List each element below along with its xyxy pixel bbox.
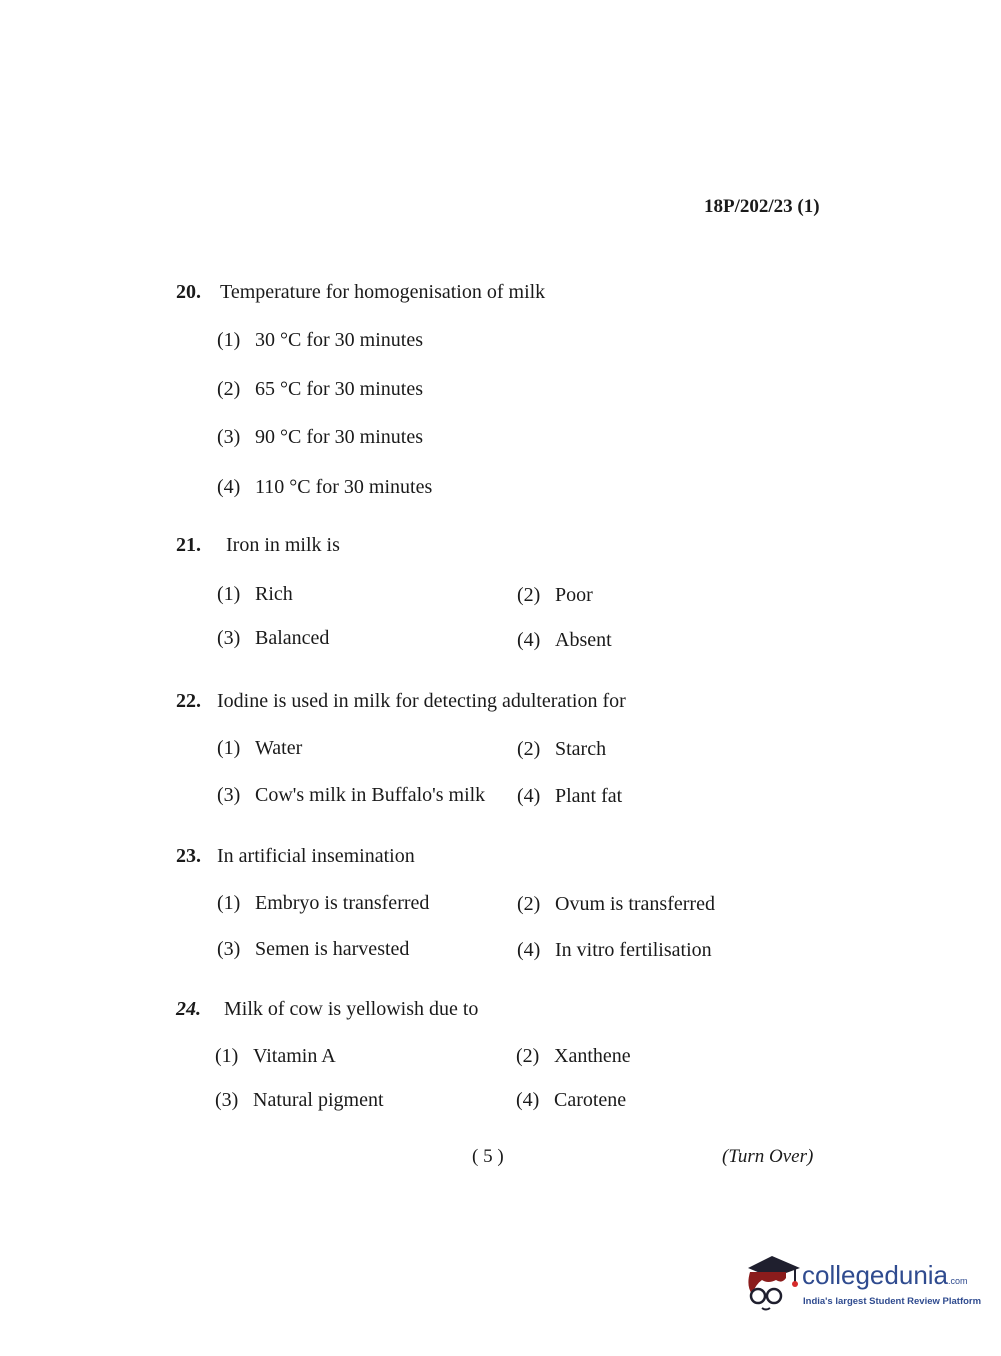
option-number: (4) bbox=[217, 476, 241, 498]
option-number: (3) bbox=[215, 1089, 239, 1111]
option-number: (1) bbox=[217, 737, 241, 759]
option bbox=[217, 784, 485, 807]
option bbox=[517, 738, 606, 761]
option bbox=[217, 892, 429, 915]
option-number: (1) bbox=[215, 1045, 239, 1067]
option-text: Semen is harvested bbox=[255, 938, 410, 960]
option-number: (4) bbox=[517, 629, 541, 651]
mascot-icon bbox=[742, 1250, 802, 1314]
option bbox=[517, 629, 612, 652]
option-number: (4) bbox=[517, 939, 541, 961]
option-text: Carotene bbox=[554, 1089, 627, 1111]
question-number: 23. bbox=[176, 845, 201, 867]
option-number: (1) bbox=[217, 583, 241, 605]
question-text: Milk of cow is yellowish due to bbox=[224, 998, 479, 1020]
option bbox=[217, 737, 302, 760]
watermark-tagline: India's largest Student Review Platform bbox=[803, 1296, 982, 1307]
option-text: Water bbox=[255, 737, 303, 759]
option-text: Absent bbox=[555, 629, 612, 651]
option-number: (2) bbox=[517, 738, 541, 760]
option bbox=[217, 938, 409, 961]
option bbox=[217, 627, 329, 650]
question-text: Iron in milk is bbox=[226, 534, 340, 556]
turn-over-note: (Turn Over) bbox=[722, 1146, 814, 1167]
option-number: (4) bbox=[516, 1089, 540, 1111]
option bbox=[517, 584, 593, 607]
option-text: Cow's milk in Buffalo's milk bbox=[255, 784, 486, 806]
option-text: 90 °C for 30 minutes bbox=[255, 426, 423, 448]
option-number: (3) bbox=[217, 426, 241, 448]
page-number: ( 5 ) bbox=[472, 1146, 504, 1167]
question-text: Iodine is used in milk for detecting adulteration for bbox=[217, 690, 626, 712]
paper-code: 18P/202/23 (1) bbox=[704, 196, 820, 217]
option-number: (2) bbox=[517, 893, 541, 915]
option-number: (3) bbox=[217, 784, 241, 806]
option-text: Xanthene bbox=[554, 1045, 631, 1067]
option-number: (1) bbox=[217, 329, 241, 351]
option bbox=[517, 893, 715, 916]
collegedunia-watermark bbox=[742, 1250, 982, 1318]
option-number: (1) bbox=[217, 892, 241, 914]
option bbox=[215, 1045, 336, 1068]
option-number: (2) bbox=[217, 378, 241, 400]
question-number: 20. bbox=[176, 281, 201, 303]
option bbox=[215, 1089, 384, 1112]
option-text: 30 °C for 30 minutes bbox=[255, 329, 423, 351]
option-text: Plant fat bbox=[555, 785, 623, 807]
question-number: 22. bbox=[176, 690, 201, 712]
option bbox=[217, 426, 423, 449]
question-number: 21. bbox=[176, 534, 201, 556]
option-text: Starch bbox=[555, 738, 607, 760]
option-text: Natural pigment bbox=[253, 1089, 384, 1111]
option-text: Poor bbox=[555, 584, 593, 606]
option-text: In vitro fertilisation bbox=[555, 939, 712, 961]
option-text: 65 °C for 30 minutes bbox=[255, 378, 423, 400]
question-text: In artificial insemination bbox=[217, 845, 415, 867]
option bbox=[217, 329, 423, 352]
question-number: 24. bbox=[176, 998, 201, 1020]
watermark-name: collegedunia.com bbox=[802, 1260, 968, 1290]
option-text: Vitamin A bbox=[253, 1045, 336, 1067]
option bbox=[517, 785, 622, 808]
option bbox=[217, 476, 432, 499]
option-number: (2) bbox=[516, 1045, 540, 1067]
option bbox=[517, 939, 712, 962]
option-number: (2) bbox=[517, 584, 541, 606]
option-text: Ovum is transferred bbox=[555, 893, 715, 915]
option bbox=[516, 1089, 626, 1112]
question-text: Temperature for homogenisation of milk bbox=[220, 281, 546, 303]
option-text: Balanced bbox=[255, 627, 330, 649]
option-text: Rich bbox=[255, 583, 293, 605]
option-text: 110 °C for 30 minutes bbox=[255, 476, 433, 498]
option bbox=[217, 378, 423, 401]
option-text: Embryo is transferred bbox=[255, 892, 430, 914]
option-number: (3) bbox=[217, 627, 241, 649]
option bbox=[516, 1045, 631, 1068]
option-number: (3) bbox=[217, 938, 241, 960]
option-number: (4) bbox=[517, 785, 541, 807]
option bbox=[217, 583, 293, 606]
